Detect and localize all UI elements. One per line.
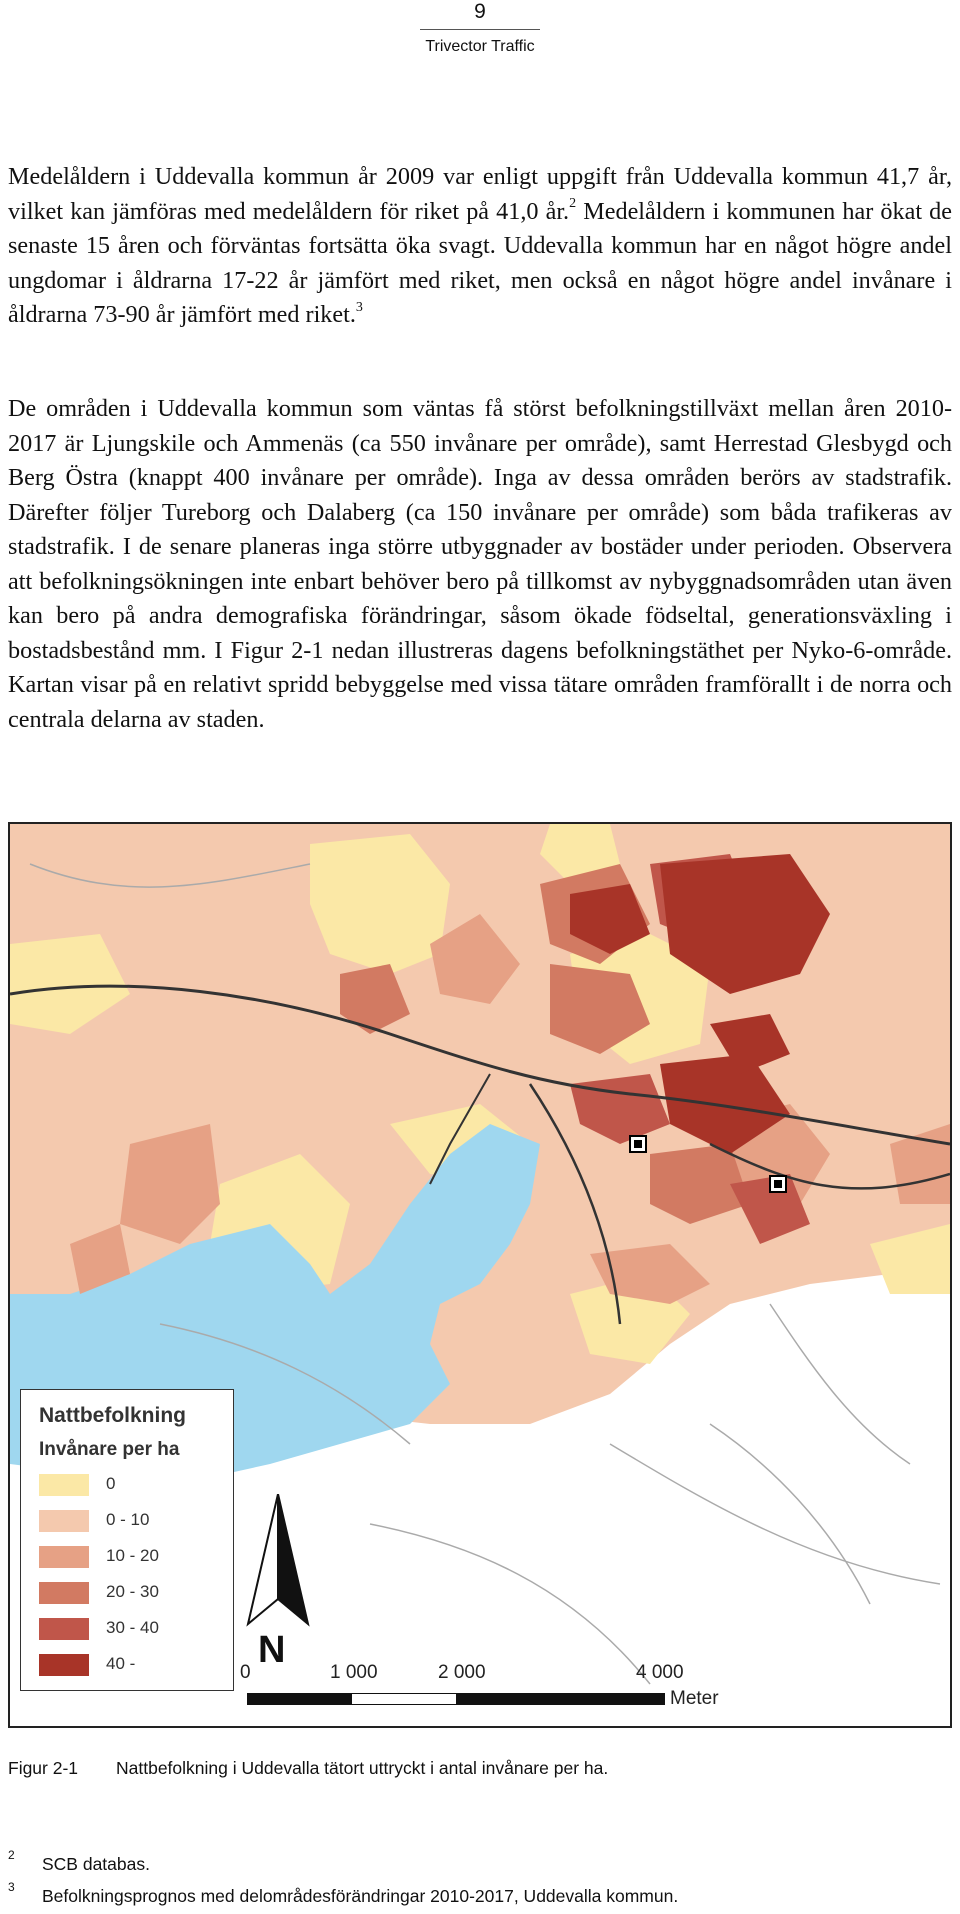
legend-item	[39, 1470, 229, 1500]
footnote-text: Befolkningsprognos med delområdesförändringar 2010-2017, Uddevalla kommun.	[42, 1886, 679, 1906]
legend-title: Nattbefolkning	[39, 1404, 186, 1427]
legend-swatch	[39, 1474, 89, 1496]
paragraph-1-part-a: Medelåldern i Uddevalla kommun år 2009 var enligt uppgift från Uddevalla kommun 41,7 år, vilket kan jämföras med medelåldern för riket på 41,0 år.	[8, 163, 952, 225]
legend-swatch	[39, 1510, 89, 1532]
legend-subtitle: Invånare per ha	[39, 1439, 180, 1460]
footnote-text: SCB databas.	[42, 1854, 150, 1874]
legend-label: 20 - 30	[106, 1582, 159, 1601]
scale-label: 2 000	[438, 1662, 486, 1683]
page-number: 9	[474, 0, 486, 23]
legend-item	[39, 1578, 229, 1608]
figure-caption-text: Nattbefolkning i Uddevalla tätort uttryckt i antal invånare per ha.	[116, 1758, 609, 1778]
legend-label: 30 - 40	[106, 1618, 159, 1637]
scale-segment	[456, 1694, 664, 1704]
scale-label: 4 000	[636, 1662, 684, 1683]
header-company: Trivector Traffic	[425, 38, 535, 55]
map-legend	[20, 1389, 234, 1691]
legend-swatch	[39, 1654, 89, 1676]
legend-item	[39, 1542, 229, 1572]
paragraph-1	[8, 160, 952, 333]
station-icon-inner	[774, 1180, 782, 1188]
footnote-number: 3	[8, 1880, 15, 1894]
scale-segment	[352, 1694, 456, 1704]
footnote-number: 2	[8, 1848, 15, 1862]
scale-label: 1 000	[330, 1662, 378, 1683]
north-arrow-icon	[238, 1494, 318, 1634]
legend-swatch	[39, 1546, 89, 1568]
scale-label: 0	[240, 1662, 251, 1683]
legend-label: 10 - 20	[106, 1546, 159, 1565]
figure-caption-label: Figur 2-1	[8, 1758, 79, 1778]
legend-label: 0	[106, 1474, 116, 1493]
legend-item	[39, 1614, 229, 1644]
paragraph-1-part-b: Medelåldern i kommunen har ökat de senaste 15 åren och förväntas fortsätta öka svagt. Uddevalla kommun har en något högre andel ungdomar i åldrarna 17-22 år jämfört med riket, men också en något högre andel invånare i åldrarna 73-90 år jämfört med riket.	[8, 197, 952, 328]
population-density-map	[8, 822, 952, 1728]
legend-item	[39, 1650, 229, 1680]
scale-unit: Meter	[670, 1688, 719, 1709]
footnote-ref-2[interactable]: 2	[569, 196, 577, 212]
legend-item	[39, 1506, 229, 1536]
legend-label: 40 -	[106, 1654, 136, 1673]
legend-label: 0 - 10	[106, 1510, 150, 1529]
station-icon-inner	[634, 1140, 642, 1148]
paragraph-2: De områden i Uddevalla kommun som väntas få störst befolkningstillväxt mellan åren 2010-2017 är Ljungskile och Ammenäs (ca 550 invånare per område), samt Herrestad Glesbygd och Berg Östra (knappt 400 invånare per område). Inga av dessa områden berörs av stadstrafik. Därefter följer Tureborg och Dalaberg (ca 150 invånare per område) som båda trafikeras av stadstrafik. I de senare planeras inga större utbyggnader av bostäder under perioden. Observera att befolkningsökningen inte enbart behöver bero på tillkomst av nybyggnadsområden utan även kan bero på andra demografiska förändringar, såsom ökade födseltal, generationsväxling i bostadsbestånd mm. I Figur 2-1 nedan illustreras dagens befolkningstäthet per Nyko-6-område. Kartan visar på en relativt spridd bebyggelse med vissa tätare områden framförallt i de norra och centrala delarna av staden.	[8, 395, 952, 733]
legend-swatch	[39, 1582, 89, 1604]
legend-swatch	[39, 1618, 89, 1640]
north-label: N	[258, 1629, 286, 1671]
footnote-ref-3[interactable]: 3	[355, 299, 363, 315]
scale-segment	[248, 1694, 352, 1704]
scale-bar	[247, 1693, 665, 1705]
header-divider	[420, 29, 540, 30]
